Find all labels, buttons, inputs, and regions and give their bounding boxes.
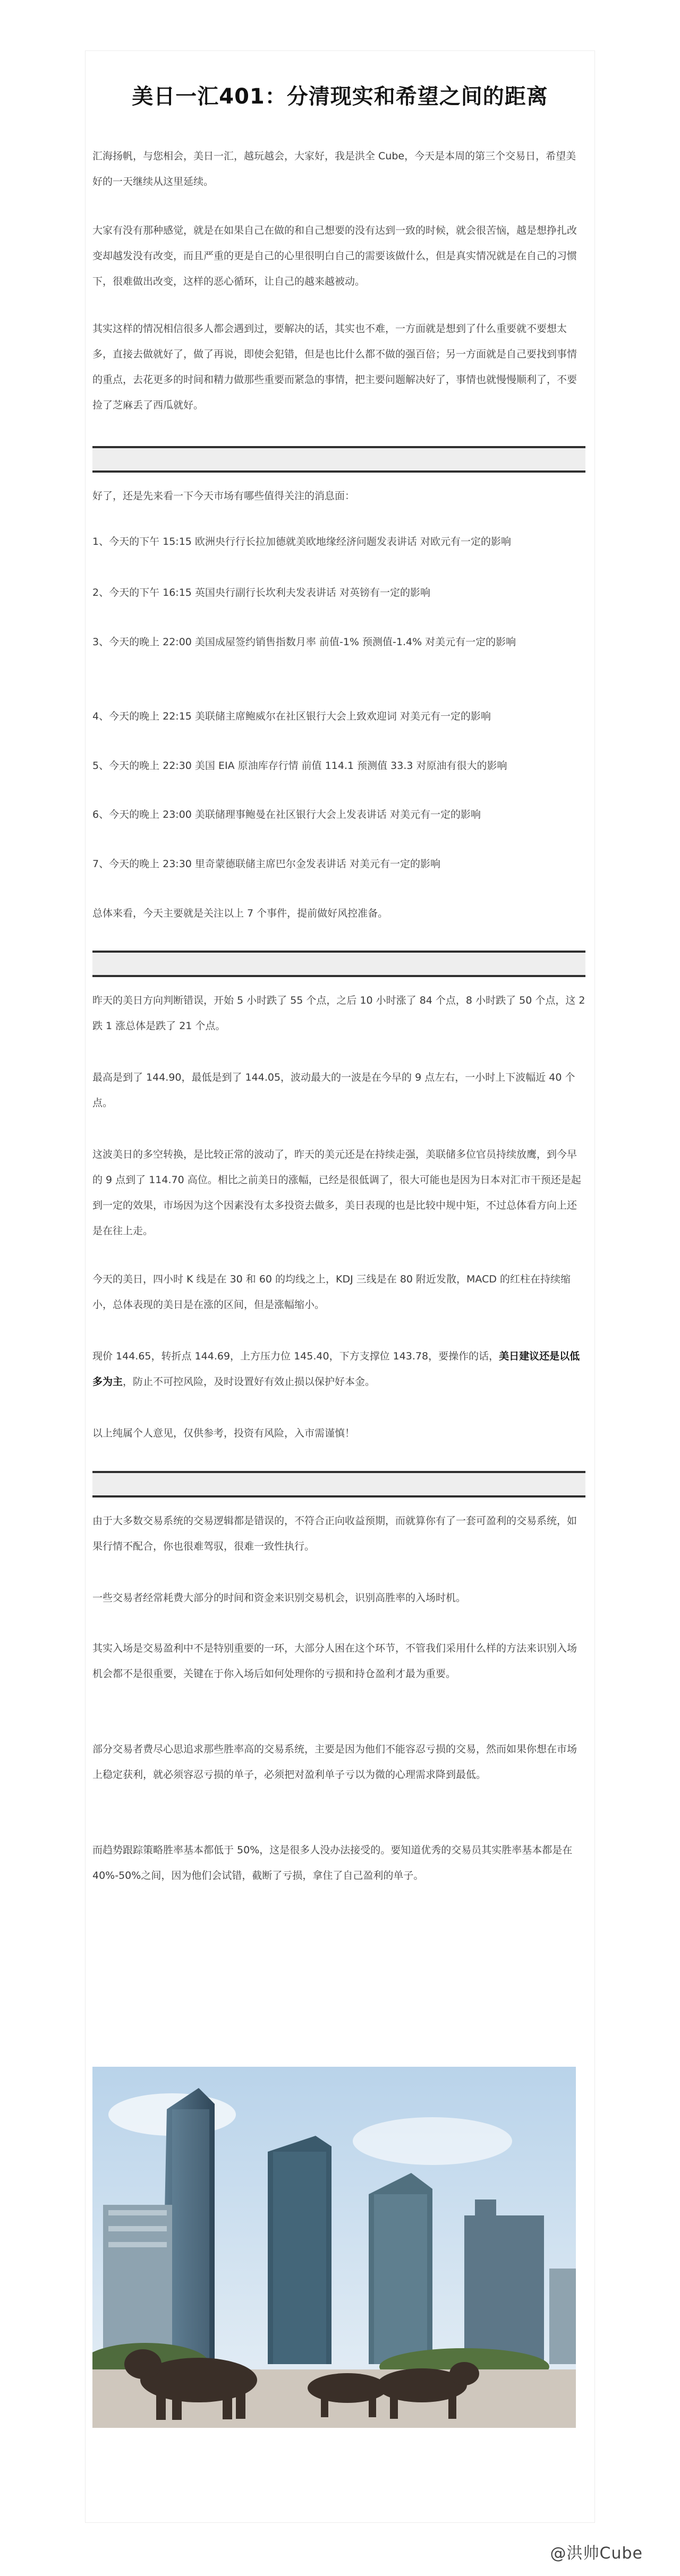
section-divider xyxy=(92,1471,585,1497)
events-summary: 总体来看，今天主要就是关注以上 7 个事件，提前做好风控准备。 xyxy=(92,908,388,919)
trading-paragraph: 一些交易者经常耗费大部分的时间和资金来识别交易机会，识别高胜率的入场时机。 xyxy=(92,1592,466,1604)
section-divider xyxy=(92,951,585,977)
trade-suggestion xyxy=(92,1343,585,1394)
analysis-paragraph: 最高是到了 144.90，最低是到了 144.05，波动最大的一波是在今早的 9 点左右，一小时上下波幅近 40 个点。 xyxy=(92,1072,575,1109)
paragraph-solution: 其实这样的情况相信很多人都会遇到过，要解决的话，其实也不难，一方面就是想到了什么重要就不要想太多，直接去做就好了，做了再说，即使会犯错，但是也比什么都不做的强百倍；另一方面就是自己要找到事情的重点，去花更多的时间和精力做那些重要而紧急的事情，把主要问题解决好了，事情也就慢慢顺利了，不要捡了芝麻丢了西瓜就好。 xyxy=(92,323,577,411)
skyscrapers-bull-statues-photo xyxy=(92,2067,576,2428)
trading-paragraph: 其实入场是交易盈利中不是特别重要的一环，大部分人困在这个环节，不管我们采用什么样的方法来识别入场机会都不是很重要，关键在于你入场后如何处理你的亏损和持仓盈利才最为重要。 xyxy=(92,1642,577,1680)
trade-suggestion-highlight: 美日建议还是以低多为主 xyxy=(92,1350,580,1388)
analysis-paragraph: 昨天的美日方向判断错误，开始 5 小时跌了 55 个点，之后 10 小时涨了 84 个点，8 小时跌了 50 个点，这 2 跌 1 涨总体是跌了 21 个点。 xyxy=(92,995,585,1032)
section-divider xyxy=(92,446,585,473)
event-item: 2、今天的下午 16:15 英国央行副行长坎利夫发表讲话 对英镑有一定的影响 xyxy=(92,587,430,598)
trading-paragraph: 部分交易者费尽心思追求那些胜率高的交易系统，主要是因为他们不能容忍亏损的交易，然而如果你想在市场上稳定获利，就必须容忍亏损的单子，必须把对盈利单子亏以为微的心理需求降到最低。 xyxy=(92,1743,577,1781)
event-item: 5、今天的晚上 22:30 美国 EIA 原油库存行情 前值 114.1 预测值 33.3 对原油有很大的影响 xyxy=(92,760,507,772)
paragraph-feeling: 大家有没有那种感觉，就是在如果自己在做的和自己想要的没有达到一致的时候，就会很苦恼，越是想挣扎改变却越发没有改变，而且严重的更是自己的心里很明白自己的需要该做什么，但是真实情况就是在自己的习惯下，很难做出改变，这样的恶心循环，让自己的越来越被动。 xyxy=(92,225,577,287)
event-item: 3、今天的晚上 22:00 美国成屋签约销售指数月率 前值-1% 预测值-1.4% 对美元有一定的影响 xyxy=(92,636,516,648)
events-intro: 好了，还是先来看一下今天市场有哪些值得关注的消息面： xyxy=(92,490,355,502)
article-title: 美日一汇401：分清现实和希望之间的距离 xyxy=(132,84,548,109)
trade-suggestion-suffix: ，防止不可控风险，及时设置好有效止损以保护好本金。 xyxy=(123,1376,376,1388)
analysis-paragraph: 这波美日的多空转换，是比较正常的波动了，昨天的美元还是在持续走强，美联储多位官员持续放鹰，到今早的 9 点到了 114.70 高位。相比之前美日的涨幅，已经是很低调了，很大可能也是因为日本对汇市干预还是起到一定的效果，市场因为这个因素没有太多投资去做多，美日表现的也是比较中规中矩，不过总体看方向上还是在往上走。 xyxy=(92,1149,581,1237)
trading-paragraph: 而趋势跟踪策略胜率基本都低于 50%，这是很多人没办法接受的。要知道优秀的交易员其实胜率基本都是在 40%-50%之间，因为他们会试错，截断了亏损，拿住了自己盈利的单子。 xyxy=(92,1844,573,1881)
disclaimer: 以上纯属个人意见，仅供参考，投资有风险，入市需谨慎！ xyxy=(92,1427,355,1439)
event-item: 6、今天的晚上 23:00 美联储理事鲍曼在社区银行大会上发表讲话 对美元有一定的影响 xyxy=(92,809,481,820)
analysis-paragraph: 今天的美日，四小时 K 线是在 30 和 60 的均线之上，KDJ 三线是在 80 附近发散，MACD 的红柱在持续缩小，总体表现的美日是在涨的区间，但是涨幅缩小。 xyxy=(92,1273,571,1311)
trading-paragraph: 由于大多数交易系统的交易逻辑都是错误的，不符合正向收益预期，而就算你有了一套可盈利的交易系统，如果行情不配合，你也很难驾驭，很难一致性执行。 xyxy=(92,1515,577,1552)
event-item: 4、今天的晚上 22:15 美联储主席鲍威尔在社区银行大会上致欢迎词 对美元有一定的影响 xyxy=(92,711,491,722)
event-item: 1、今天的下午 15:15 欧洲央行行长拉加德就美欧地缘经济问题发表讲话 对欧元有一定的影响 xyxy=(92,536,511,547)
intro-paragraph: 汇海扬帆，与您相会，美日一汇，越玩越会，大家好，我是洪全 Cube，今天是本周的第三个交易日，希望美好的一天继续从这里延续。 xyxy=(92,150,576,187)
event-item: 7、今天的晚上 23:30 里奇蒙德联储主席巴尔金发表讲话 对美元有一定的影响 xyxy=(92,858,440,870)
trade-suggestion-prefix: 现价 144.65，转折点 144.69，上方压力位 145.40，下方支撑位 143.78，要操作的话， xyxy=(92,1350,499,1362)
author-watermark: @洪帅Cube xyxy=(550,2544,643,2563)
